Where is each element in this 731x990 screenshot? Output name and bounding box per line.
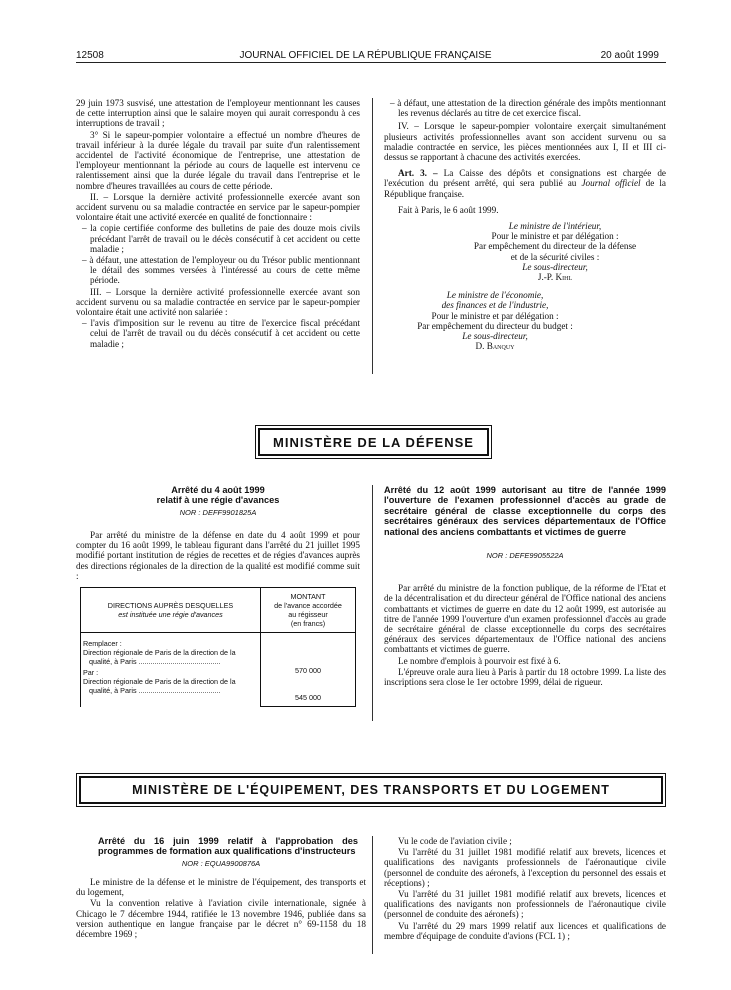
nor-reference: NOR : EQUA9900876A (181, 858, 261, 868)
signatory-title: des finances et de l'industrie, (441, 300, 549, 311)
arrete-title: Arrêté du 12 août 1999 autorisant au titre de l'année 1999 l'ouverture de l'examen professionnel d'accès au grade de secrétaire général de classe exceptionnelle du corps des secrétaires généraux des services départementaux de l'Office national des anciens combattants et victimes de guerre (384, 485, 666, 537)
signatory-line: Pour le ministre et par délégation : (431, 310, 559, 321)
top-right-column (384, 98, 666, 351)
header-text: DIRECTIONS AUPRÈS DESQUELLES (107, 601, 234, 610)
signatory-title: Le ministre de l'intérieur, (508, 221, 602, 232)
article-label: Art. 3. – (398, 168, 438, 179)
column-divider (372, 485, 373, 721)
signatory-line: et de la sécurité civiles : (510, 251, 600, 262)
arrete-16-juin-continued (384, 836, 666, 942)
signatory-title: Le ministre de l'économie, (446, 290, 544, 301)
top-left-column (76, 98, 360, 350)
article-text: La Caisse des dépôts et consignations est chargée de l'exécution du présent arrêté, qui sera publié au (384, 168, 666, 189)
paragraph: L'épreuve orale aura lieu à Paris à partir du 18 octobre 1999. La liste des inscriptions sera close le 1er octobre 1999, délai de rigueur. (384, 666, 666, 688)
list-item: – à défaut, une attestation de la direction générale des impôts mentionnant les revenus déclarés au titre de cet exercice fiscal. (390, 98, 666, 119)
arrete-4-aout (76, 485, 360, 582)
paragraph: 3° Si le sapeur-pompier volontaire a effectué un nombre d'heures de travail inférieur à la durée légale du travail par suite d'un ralentissement accidentel de l'activité économique de l'entreprise, une attestation de l'employeur mentionnant la période au cours de laquelle est intervenu ce ralentissement ainsi que la durée légale du travail dans l'entreprise et le nombre d'heures travaillées au cours de cette période. (76, 129, 360, 191)
arrete-subtitle: relatif à une régie d'avances (156, 495, 280, 506)
header-text: de l'avance accordée (274, 601, 342, 610)
signatory-name: D. Banquy (475, 341, 515, 352)
signatory-line: Le sous-directeur, (522, 261, 588, 272)
nor-reference: NOR : DEFF9901825A (179, 507, 257, 517)
signatory-line: Par empêchement du directeur de la défense (473, 241, 637, 252)
paragraph: Vu le code de l'aviation civile ; (398, 836, 512, 846)
paragraph: 29 juin 1973 susvisé, une attestation de l'employeur mentionnant les causes de cette interruption ainsi que le salaire moyen qui aurait correspondu à ces interruptions de travail ; (76, 98, 360, 129)
signatory-line: Le sous-directeur, (462, 331, 528, 342)
column-divider (372, 836, 373, 954)
cell-value: 545 000 (295, 693, 321, 702)
signature-block (384, 221, 666, 282)
header-text: est instituée une régie d'avances (118, 610, 223, 619)
table-header-row (81, 588, 356, 633)
table-cell (81, 633, 261, 707)
page-number: 12508 (76, 50, 104, 61)
paragraph: Vu l'arrêté du 31 juillet 1981 modifié relatif aux brevets, licences et qualifications des navigants professionnels de l'aéronautique civile (personnel de conduite des aéronefs, à l'exception du personnel des essais et réceptions) ; (384, 847, 666, 888)
column-header (261, 588, 356, 633)
paragraph: Vu la convention relative à l'aviation civile internationale, signée à Chicago le 7 décembre 1944, ratifiée le 13 novembre 1946, publiée dans sa version authentique en langue française par le décret n° 69-1158 du 18 décembre 1969 ; (76, 898, 366, 940)
paragraph: II. – Lorsque la dernière activité professionnelle exercée avant son accident survenu ou sa maladie contractée en service par le sapeur-pompier volontaire était une activité exercée en qualité de fonctionnaire : (76, 191, 360, 223)
list-item: – l'avis d'imposition sur le revenu au titre de l'exercice fiscal précédant celui de l'arrêt de travail ou du décès consécutif à cet accident ou cette maladie ; (82, 318, 360, 349)
paragraph: IV. – Lorsque le sapeur-pompier volontaire exerçait simultanément plusieurs activités professionnelles avant son accident survenu ou sa maladie contractée en service, les pièces mentionnées aux I, II et III ci-dessus se rapportant à chacune des activités exercées. (384, 121, 666, 163)
arrete-title: Arrêté du 4 août 1999 (171, 485, 265, 495)
cell-text: Direction régionale de Paris de la direction de la (83, 648, 236, 657)
header-text: au régisseur (288, 610, 328, 619)
article-3 (384, 168, 666, 199)
column-divider (372, 98, 373, 374)
cell-text: Remplacer : (83, 639, 122, 648)
paragraph: Le nombre d'emplois à pourvoir est fixé à 6. (398, 655, 561, 666)
arrete-16-juin (76, 836, 366, 940)
arrete-12-aout (384, 485, 666, 688)
signatory-line: Par empêchement du directeur du budget : (417, 320, 573, 331)
ministry-banner-equipement (76, 773, 666, 807)
header-text: MONTANT (290, 592, 326, 601)
article-text: de la République française. (384, 178, 667, 199)
paragraph: Le ministre de la défense et le ministre de l'équipement, des transports et du logement, (76, 877, 366, 898)
table-cell (261, 633, 356, 707)
ministry-banner-text: MINISTÈRE DE LA DÉFENSE (258, 428, 489, 456)
signatory-line: Pour le ministre et par délégation : (491, 231, 619, 242)
ministry-banner-text: MINISTÈRE DE L'ÉQUIPEMENT, DES TRANSPORTS ET DU LOGEMENT (79, 776, 663, 804)
nor-reference: NOR : DEFE9905522A (486, 551, 564, 561)
paragraph: Vu l'arrêté du 31 juillet 1981 modifié relatif aux brevets, licences et qualifications des navigants non professionnels de l'aéronautique civile (personnel de conduite des aéronefs) ; (384, 889, 666, 920)
cell-value: 570 000 (295, 666, 321, 675)
paragraph: Vu l'arrêté du 29 mars 1999 relatif aux licences et qualifications de membre d'équipage de conduite d'avions (FCL 1) ; (384, 920, 666, 941)
paragraph: III. – Lorsque la dernière activité professionnelle exercée avant son accident survenu ou sa maladie contractée en service par le sapeur-pompier volontaire était une activité non salariée : (76, 286, 360, 318)
signatory-name: J.-P. Kihl (537, 272, 573, 283)
cell-text: Par : (83, 668, 99, 677)
journal-ref: Journal officiel (581, 178, 641, 189)
header-text: (en francs) (290, 619, 326, 628)
table-row (81, 633, 356, 707)
arrete-title: Arrêté du 16 juin 1999 relatif à l'approbation des programmes de formation aux qualifications d'instructeurs (98, 836, 358, 857)
header-rule (76, 62, 666, 63)
paragraph: Par arrêté du ministre de la défense en date du 4 août 1999 et pour compter du 16 août 1999, le tableau figurant dans l'arrêté du 21 juillet 1995 modifié portant institution de régies de recettes et de régies d'avances auprès des directions régionales de la direction de la qualité est modifié comme suit : (76, 530, 360, 581)
cell-text: qualité, à Paris ......................................... (89, 686, 221, 695)
list-item: – à défaut, une attestation de l'employeur ou du Trésor public mentionnant le détail des sommes versées à l'intéressé au cours de cette même période. (82, 255, 360, 286)
fait-line: Fait à Paris, le 6 août 1999. (398, 204, 499, 215)
issue-date: 20 août 1999 (600, 50, 659, 61)
signature-block (384, 290, 666, 351)
list-item: – la copie certifiée conforme des bulletins de paie des douze mois civils précédant l'arrêt de travail ou le décès consécutif à cet accident ou cette maladie ; (82, 223, 360, 254)
regie-table (80, 587, 356, 707)
paragraph: Par arrêté du ministre de la fonction publique, de la réforme de l'Etat et de la décentralisation et du directeur général de l'Office national des anciens combattants et victimes de guerre en date du 12 août 1999, est autorisée au titre de l'année 1999 l'ouverture d'un examen professionnel d'accès au grade de secrétaire général de classe exceptionnelle du corps des secrétaires généraux des services départementaux de l'Office national des anciens combattants et victimes de guerre. (384, 583, 666, 655)
column-header (81, 588, 261, 633)
cell-text: Direction régionale de Paris de la direction de la (83, 677, 236, 686)
journal-title: JOURNAL OFFICIEL DE LA RÉPUBLIQUE FRANÇAISE (239, 50, 492, 61)
ministry-banner-defense (255, 425, 492, 459)
cell-text: qualité, à Paris ......................................... (89, 657, 221, 666)
